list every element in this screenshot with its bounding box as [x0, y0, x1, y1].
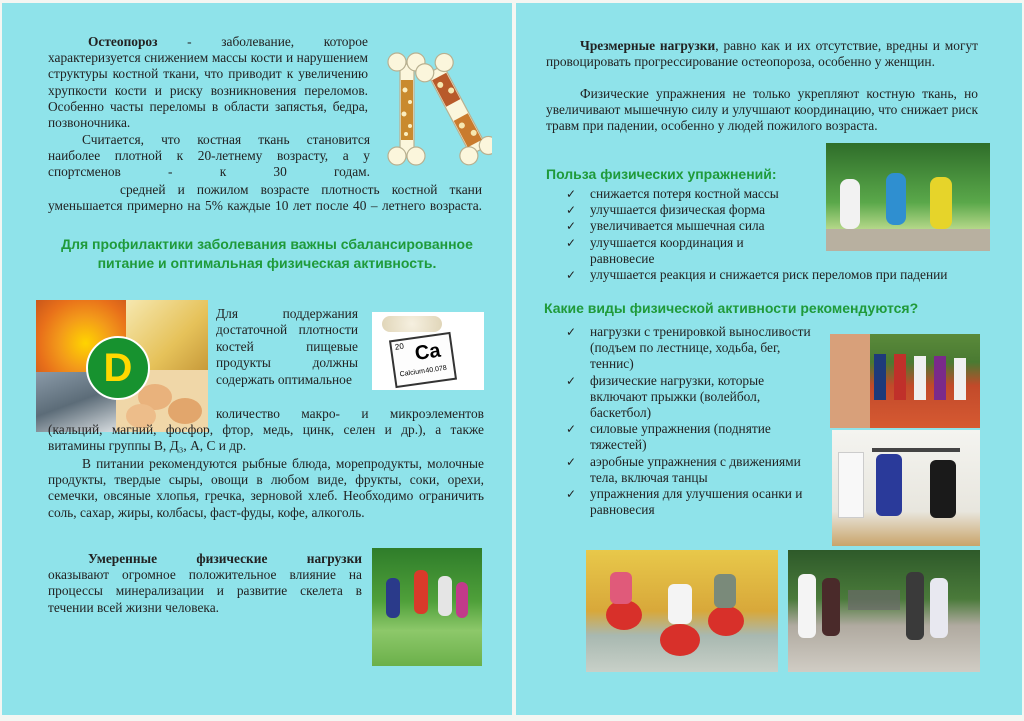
list-item: ✓ аэробные упражнения с движениями тела, включая танцы: [566, 453, 801, 485]
list-item: ✓ улучшается физическая форма: [566, 202, 766, 218]
benefits-title: Польза физических упражнений:: [546, 166, 777, 182]
check-icon: ✓: [566, 187, 577, 201]
element-symbol: Ca: [413, 339, 442, 365]
ball-exercise-photo: [586, 550, 778, 672]
nutrition-text-cont: количество макро- и микроэлементов (кальций, магний, фосфор, фтор, медь, цинк, селен и др.), а также витамины группы В, Д₃, А, С и др.: [48, 406, 484, 454]
nutrition-text: Для поддержания достаточной плотности костей пищевые продукты должны содержать оптимальное: [216, 306, 358, 387]
calcium-element-tile: [389, 332, 457, 388]
check-icon: ✓: [566, 219, 577, 234]
vitamin-d-letter: D: [103, 345, 133, 390]
check-icon: ✓: [566, 325, 577, 339]
stretching-photo: [826, 143, 990, 251]
moderate-paragraph: Умеренные физические нагрузки оказывают огромное положительное влияние на процессы минерализации и развитие скелета в течении всей жизни человека.: [48, 551, 362, 615]
bones-illustration: [382, 50, 492, 166]
check-icon: ✓: [566, 268, 577, 283]
check-icon: ✓: [566, 487, 577, 502]
exercise-paragraph: Физические упражнения не только укрепляют костную ткань, но увеличивают мышечную силу и улучшают координацию, что снижает риск травм при падении, особенно у людей пожилого возраста.: [546, 86, 978, 134]
vitamin-d-badge: [86, 336, 150, 400]
list-item: ✓ увеличивается мышечная сила: [566, 218, 765, 234]
list-item: ✓ физические нагрузки, которые включают прыжки (волейбол, баскетбол): [566, 372, 765, 421]
age-paragraph: средней и пожилом возрасте плотность костной ткани уменьшается примерно на 5% каждые 10 лет после 40 – летнего возраста.: [48, 182, 482, 214]
dancing-photo: [788, 550, 980, 672]
intro-paragraph: Остеопороз - заболевание, которое характеризуется снижением массы кости и нарушением структуры костной ткани, что приводит к увеличению хрупкости кости и риску возникновения переломов. Особенно часты переломы в области запястья, бедра, позвоночника.: [48, 34, 368, 131]
moderate-term: Умеренные физические нагрузки: [88, 551, 362, 566]
prevention-heading: Для профилактики заболевания важны сбалансированное питание и оптимальная физическая активность.: [61, 236, 473, 271]
list-item: ✓ упражнения для улучшения осанки и равновесия: [566, 486, 803, 518]
activities-list: [566, 324, 816, 518]
list-item: ✓ улучшается реакция и снижается риск переломов при падении: [566, 267, 948, 283]
osteoporosis-term: Остеопороз: [88, 34, 158, 49]
list-item: ✓ нагрузки с тренировкой выносливости (подъем по лестнице, ходьба, бег, теннис): [566, 324, 811, 372]
density-paragraph: Считается, что костная ткань становится наиболее плотной к 20-летнему возрасту, а у спортсменов - к 30 годам.: [48, 132, 370, 180]
track-photo: [830, 334, 980, 428]
list-item: ✓ снижается потеря костной массы: [566, 186, 779, 201]
element-name: Calcium: [399, 367, 426, 379]
excess-term: Чрезмерные нагрузки: [580, 38, 716, 53]
check-icon: ✓: [566, 235, 577, 250]
bone-icon: [382, 50, 492, 166]
element-mass: 40.078: [425, 364, 448, 375]
atomic-number: 20: [394, 341, 405, 352]
page-fold: [512, 0, 516, 721]
list-item: ✓ улучшается координация и равновесие: [566, 234, 744, 266]
diet-paragraph: В питании рекомендуются рыбные блюда, морепродукты, молочные продукты, твердые сыры, овощи в любом виде, фрукты, соки, орехи, семечки, овсяные хлопья, гречка, зерновой хлеб. Необходимо ограничить соль, сахар, жиры, колбасы, фаст-фуды, кофе, алкоголь.: [48, 456, 484, 520]
pills-image: [382, 316, 442, 332]
list-item: ✓ силовые упражнения (поднятие тяжестей): [566, 421, 771, 453]
check-icon: ✓: [566, 373, 577, 388]
activity-title: Какие виды физической активности рекомендуются?: [544, 300, 919, 316]
check-icon: ✓: [566, 422, 577, 437]
excess-paragraph: Чрезмерные нагрузки, равно как и их отсутствие, вредны и могут провоцировать прогрессирование остеопороза, особенно у женщин.: [546, 38, 979, 70]
calcium-image: [372, 312, 484, 390]
walking-photo: [372, 548, 482, 666]
check-icon: ✓: [566, 454, 577, 469]
weights-photo: [832, 430, 980, 546]
check-icon: ✓: [566, 203, 577, 218]
